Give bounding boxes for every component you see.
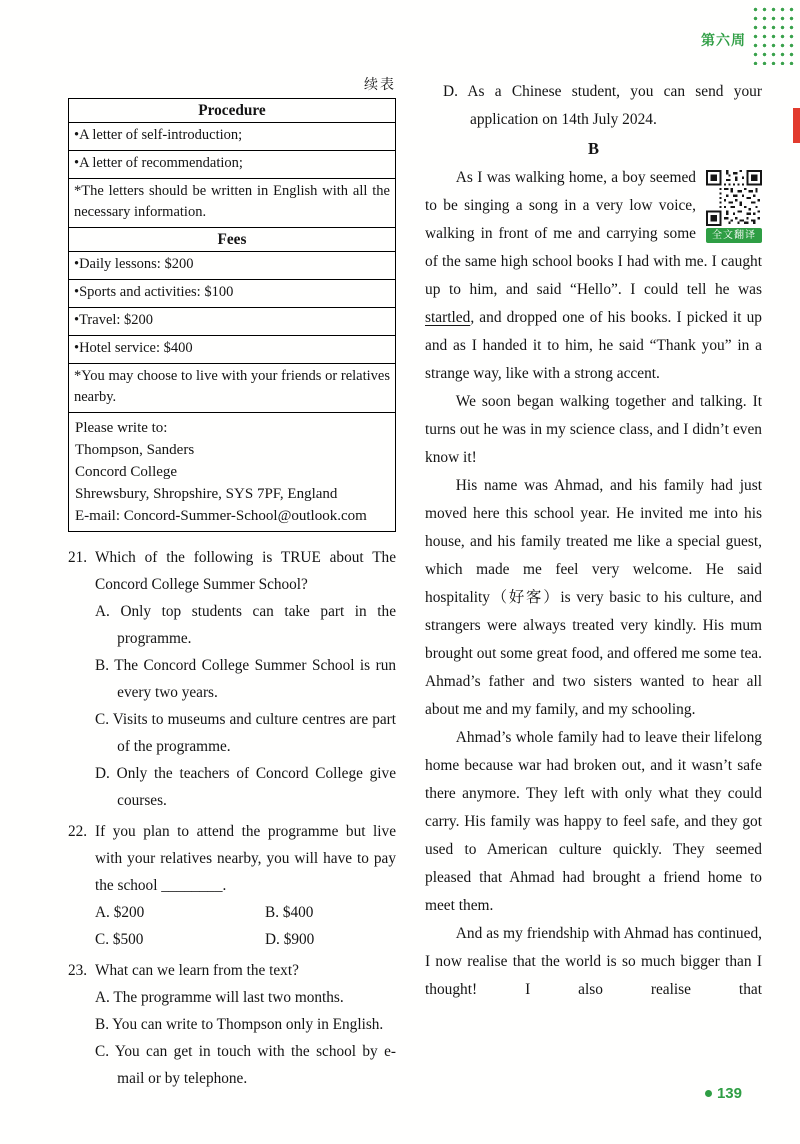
summer-school-table <box>68 98 396 532</box>
page-number <box>705 1085 742 1102</box>
question-22-option-c: C. $500 <box>95 931 144 948</box>
continued-table-label: 续表 <box>364 78 396 93</box>
week-label: 第六周 <box>701 32 746 48</box>
fees-header-cell: Fees <box>69 228 396 252</box>
question-23-option-a: A. The programme will last two months. <box>95 989 344 1006</box>
question-number: 21. <box>68 549 88 566</box>
question-23-option-b: B. You can write to Thompson only in English. <box>95 1016 384 1033</box>
table-row <box>69 364 396 413</box>
page-number-text: 139 <box>716 1085 742 1102</box>
table-row <box>69 123 396 151</box>
question-21-option-d: D. Only the teachers of Concord College give courses. <box>95 765 396 809</box>
section-b-heading: B <box>587 139 599 158</box>
page-number-dot-icon <box>705 1090 712 1097</box>
underlined-word: startled <box>425 309 471 326</box>
question-23 <box>68 957 396 1092</box>
contact-line: Shrewsbury, Shropshire, SYS 7PF, England <box>75 486 338 502</box>
right-column <box>425 78 762 1004</box>
fees-note-cell: *You may choose to live with your friends or relatives nearby. <box>69 364 396 413</box>
question-23-option-c: C. You can get in touch with the school by e-mail or by telephone. <box>95 1043 396 1087</box>
question-21-option-c: C. Visits to museums and culture centres are part of the programme. <box>95 711 396 755</box>
paragraph-text: As I was walking home, a boy seemed to be singing a song in a very low voice, walking in front of me and carrying some of the same high school books I had with me. I caught up to him, and said “Hello”. I could tell he was <box>425 169 762 298</box>
question-22-option-a: A. $200 <box>95 904 145 921</box>
fees-item-cell: •Travel: $200 <box>69 308 396 336</box>
passage-paragraph-3: His name was Ahmad, and his family had just moved here this school year. He invited me into his house, and his family treated me like a special guest, which made me feel very welcome. He said hospitality（好客）is very basic to his culture, and strangers were always treated very kindly. His mum brought out some great food, and offered me some tea. Ahmad’s father and two sisters wanted to hear all about me and my family, and my schooling. <box>425 477 762 718</box>
passage-b <box>425 164 762 1004</box>
procedure-item-cell: •A letter of recommendation; <box>69 151 396 179</box>
contact-cell <box>69 413 396 532</box>
table-row <box>69 179 396 228</box>
passage-paragraph-2: We soon began walking together and talking. It turns out he was in my science class, and I didn’t even know it! <box>425 393 762 466</box>
passage-paragraph-5: And as my friendship with Ahmad has continued, I now realise that the world is so much bigger than I thought! I also realise that <box>425 925 762 998</box>
question-22-option-b: B. $400 <box>265 904 314 921</box>
question-21-option-a: A. Only top students can take part in the programme. <box>95 603 396 647</box>
fees-item-cell: •Daily lessons: $200 <box>69 252 396 280</box>
question-number: 22. <box>68 823 88 840</box>
left-column <box>68 78 396 1096</box>
contact-line: E-mail: Concord-Summer-School@outlook.com <box>75 508 367 524</box>
red-edge-bar <box>793 108 800 143</box>
contact-line: Thompson, Sanders <box>75 442 195 458</box>
question-stem: Which of the following is TRUE about The Concord College Summer School? <box>95 549 396 593</box>
corner-dots-decoration <box>751 5 797 65</box>
question-list <box>68 544 396 1092</box>
question-stem: If you plan to attend the programme but live with your relatives nearby, you will have to pay the school ________. <box>95 823 396 894</box>
table-row <box>69 252 396 280</box>
table-row <box>69 336 396 364</box>
qr-code-icon <box>706 170 762 226</box>
question-21 <box>68 544 396 814</box>
passage-paragraph-4: Ahmad’s whole family had to leave their lifelong home because war had broken out, and it wasn’t safe there anymore. They left with only what they could carry. His family was happy to feel safe, and they got used to American culture quickly. They seemed pleased that Ahmad had brought a friend home to meet them. <box>425 729 762 914</box>
procedure-header-cell: Procedure <box>69 99 396 123</box>
table-row <box>69 308 396 336</box>
question-stem: What can we learn from the text? <box>95 962 299 979</box>
fees-item-cell: •Sports and activities: $100 <box>69 280 396 308</box>
passage-paragraph-1 <box>425 164 762 388</box>
table-row <box>69 280 396 308</box>
qr-translation-box <box>706 170 762 243</box>
table-row <box>69 413 396 532</box>
question-22-option-d: D. $900 <box>265 931 315 948</box>
paragraph-text: , and dropped one of his books. I picked it up and as I handed it to him, he said “Thank you” in a strange way, like with a strong accent. <box>425 309 762 382</box>
question-21-option-b: B. The Concord College Summer School is run every two years. <box>95 657 396 701</box>
table-row <box>69 151 396 179</box>
question-number: 23. <box>68 962 88 979</box>
table-row <box>69 228 396 252</box>
question-22 <box>68 818 396 953</box>
qr-translation-label: 全文翻译 <box>706 228 762 243</box>
question-22-options <box>95 899 396 953</box>
contact-line: Concord College <box>75 464 178 480</box>
procedure-item-cell: •A letter of self-introduction; <box>69 123 396 151</box>
procedure-note-cell: *The letters should be written in English with all the necessary information. <box>69 179 396 228</box>
contact-line: Please write to: <box>75 420 168 436</box>
table-row <box>69 99 396 123</box>
question-23-option-d: D. As a Chinese student, you can send your application on 14th July 2024. <box>443 83 762 128</box>
fees-item-cell: •Hotel service: $400 <box>69 336 396 364</box>
